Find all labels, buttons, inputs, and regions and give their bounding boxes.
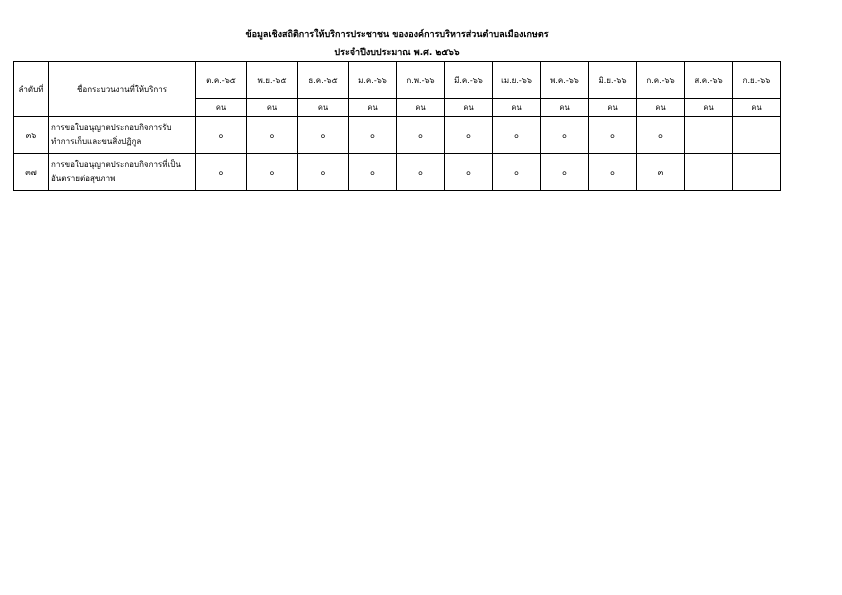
unit-label: คน xyxy=(397,99,445,117)
month-value: ๐ xyxy=(298,154,349,191)
month-value xyxy=(733,154,781,191)
header-month: พ.ค.-๖๖ xyxy=(541,62,589,99)
month-value: ๐ xyxy=(541,154,589,191)
unit-label: คน xyxy=(637,99,685,117)
month-value: ๓ xyxy=(637,154,685,191)
statistics-table xyxy=(13,61,781,191)
header-month: ส.ค.-๖๖ xyxy=(685,62,733,99)
table-row xyxy=(14,154,781,191)
unit-label: คน xyxy=(733,99,781,117)
unit-label: คน xyxy=(196,99,247,117)
month-value: ๐ xyxy=(445,154,493,191)
month-value: ๐ xyxy=(196,154,247,191)
month-value: ๐ xyxy=(637,117,685,154)
header-row xyxy=(14,62,781,99)
row-number: ๓๗ xyxy=(14,154,49,191)
month-value: ๐ xyxy=(397,154,445,191)
month-value: ๐ xyxy=(445,117,493,154)
header-month: พ.ย.-๖๕ xyxy=(247,62,298,99)
month-value: ๐ xyxy=(397,117,445,154)
month-value: ๐ xyxy=(349,154,397,191)
unit-label: คน xyxy=(247,99,298,117)
month-value xyxy=(685,117,733,154)
month-value: ๐ xyxy=(247,117,298,154)
service-name: การขอใบอนุญาตประกอบกิจการรับทำการเก็บและขนสิ่งปฏิกูล xyxy=(49,117,196,154)
month-value xyxy=(733,117,781,154)
month-value xyxy=(685,154,733,191)
header-month: มิ.ย.-๖๖ xyxy=(589,62,637,99)
document-subtitle: ประจำปีงบประมาณ พ.ศ. ๒๕๖๖ xyxy=(334,48,460,58)
header-month: ก.พ.-๖๖ xyxy=(397,62,445,99)
header-month: มี.ค.-๖๖ xyxy=(445,62,493,99)
unit-label: คน xyxy=(493,99,541,117)
month-value: ๐ xyxy=(298,117,349,154)
document-title: ข้อมูลเชิงสถิติการให้บริการประชาชน ขององค์การบริหารส่วนตำบลเมืองเกษตร xyxy=(245,30,549,40)
unit-label: คน xyxy=(445,99,493,117)
header-month: ก.ย.-๖๖ xyxy=(733,62,781,99)
month-value: ๐ xyxy=(349,117,397,154)
month-value: ๐ xyxy=(196,117,247,154)
table-row xyxy=(14,117,781,154)
header-month: ธ.ค.-๖๕ xyxy=(298,62,349,99)
header-service-name: ชื่อกระบวนงานที่ให้บริการ xyxy=(49,62,196,117)
month-value: ๐ xyxy=(247,154,298,191)
month-value: ๐ xyxy=(589,117,637,154)
unit-label: คน xyxy=(349,99,397,117)
header-sequence-number: ลำดับที่ xyxy=(14,62,49,117)
unit-label: คน xyxy=(685,99,733,117)
header-month: ต.ค.-๖๕ xyxy=(196,62,247,99)
month-value: ๐ xyxy=(541,117,589,154)
unit-label: คน xyxy=(298,99,349,117)
row-number: ๓๖ xyxy=(14,117,49,154)
unit-label: คน xyxy=(589,99,637,117)
header-month: ม.ค.-๖๖ xyxy=(349,62,397,99)
month-value: ๐ xyxy=(589,154,637,191)
unit-label: คน xyxy=(541,99,589,117)
service-name: การขอใบอนุญาตประกอบกิจการที่เป็นอันตรายต่อสุขภาพ xyxy=(49,154,196,191)
month-value: ๐ xyxy=(493,117,541,154)
header-month: เม.ย.-๖๖ xyxy=(493,62,541,99)
month-value: ๐ xyxy=(493,154,541,191)
header-month: ก.ค.-๖๖ xyxy=(637,62,685,99)
